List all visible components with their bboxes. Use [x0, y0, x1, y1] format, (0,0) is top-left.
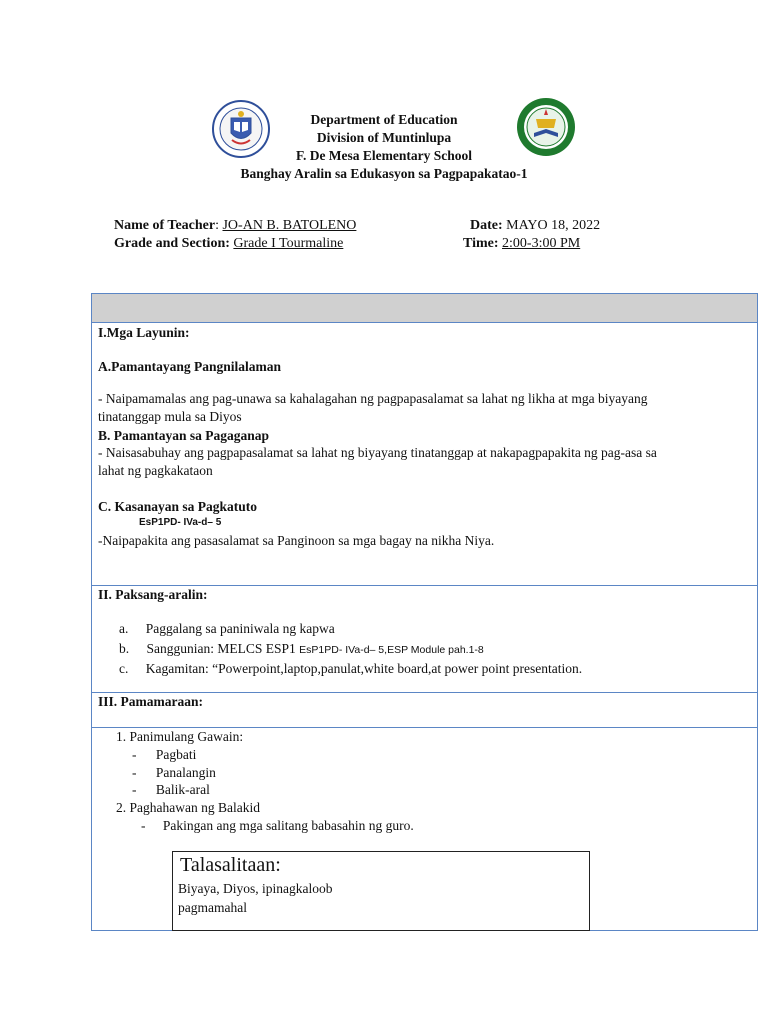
procedure-title: III. Pamamaraan: [98, 694, 203, 709]
competency-line: -Naipapakita ang pasasalamat sa Panginoon sa mga bagay na nikha Niya. [98, 533, 495, 548]
division-heading: Division of Muntinlupa [316, 130, 452, 145]
date-value: MAYO 18, 2022 [506, 218, 601, 233]
procedure-title-section [91, 693, 758, 728]
performance-standard-line1: - Naisasabuhay ang pagpapasalamat sa lahat ng biyayang tinatanggap at nakapagpapakita ng pag-asa sa [98, 445, 657, 460]
list-item [141, 818, 414, 834]
grade-label: Grade and Section: [114, 236, 230, 251]
subject-matter-title: II. Paksang-aralin: [98, 587, 208, 602]
subject-matter-section [91, 586, 758, 693]
vocabulary-box [172, 851, 590, 931]
teacher-value: JO-AN B. BATOLENO [222, 218, 357, 233]
content-standard-title: A.Pamantayang Pangnilalaman [98, 359, 282, 374]
teacher-colon: : [215, 218, 219, 233]
teacher-label: Name of Teacher [114, 218, 216, 233]
vocabulary-line1: Biyaya, Diyos, ipinagkaloob [178, 881, 333, 896]
list-item-label: Panalangin [155, 765, 216, 780]
subject-item-c [119, 661, 582, 677]
dash: - [132, 765, 137, 780]
reference-code: EsP1PD- IVa-d– 5,ESP Module pah.1-8 [299, 644, 484, 656]
list-item [132, 782, 210, 798]
vocabulary-line2: pagmamahal [178, 900, 247, 915]
lesson-plan-title: Banghay Aralin sa Edukasyon sa Pagpapakatao-1 [240, 166, 528, 181]
content-standard-line2: tinatanggap mula sa Diyos [98, 409, 242, 424]
dash: - [141, 818, 146, 833]
performance-standard-line2: lahat ng pagkakataon [98, 463, 213, 478]
list-marker: c. [119, 661, 129, 676]
list-item: Paggalang sa paniniwala ng kapwa [145, 621, 335, 636]
list-item-label: Pakingan ang mga salitang babasahin ng guro. [162, 818, 414, 833]
subject-item-a [119, 621, 335, 637]
teacher-row [114, 218, 386, 234]
vocabulary-title: Talasalitaan: [180, 854, 281, 876]
competency-title: C. Kasanayan sa Pagkatuto [98, 499, 258, 514]
performance-standard-title: B. Pamantayan sa Pagaganap [98, 428, 270, 443]
list-item: Kagamitan: “Powerpoint,laptop,panulat,white board,at power point presentation. [145, 661, 583, 676]
objectives-section [91, 323, 758, 586]
department-heading: Department of Education [310, 112, 458, 127]
list-marker: a. [119, 621, 129, 636]
table-header-bar [91, 293, 758, 323]
content-standard-line1: - Naipamamalas ang pag-unawa sa kahalagahan ng pagpapasalamat sa lahat ng likha at mga biyayang [98, 391, 648, 406]
school-heading: F. De Mesa Elementary School [295, 148, 473, 163]
list-item [132, 747, 196, 763]
step1-title: 1. Panimulang Gawain: [116, 729, 244, 744]
step2-title: 2. Paghahawan ng Balakid [116, 800, 260, 815]
time-row [463, 236, 580, 252]
competency-code: EsP1PD- IVa-d– 5 [139, 517, 222, 528]
list-item [132, 765, 216, 781]
grade-value: Grade I Tourmaline [233, 236, 344, 251]
list-marker: b. [119, 641, 130, 656]
grade-row [114, 236, 343, 252]
date-row [470, 218, 600, 234]
dash: - [132, 782, 137, 797]
list-item-label: Balik-aral [155, 782, 210, 797]
list-item: Sanggunian: MELCS ESP1 [146, 641, 300, 656]
subject-item-b [119, 641, 484, 657]
objectives-title: I.Mga Layunin: [98, 325, 190, 340]
list-item-label: Pagbati [155, 747, 197, 762]
time-value: 2:00-3:00 PM [502, 236, 581, 251]
dash: - [132, 747, 137, 762]
time-label: Time: [463, 236, 499, 251]
date-label: Date: [470, 218, 503, 233]
